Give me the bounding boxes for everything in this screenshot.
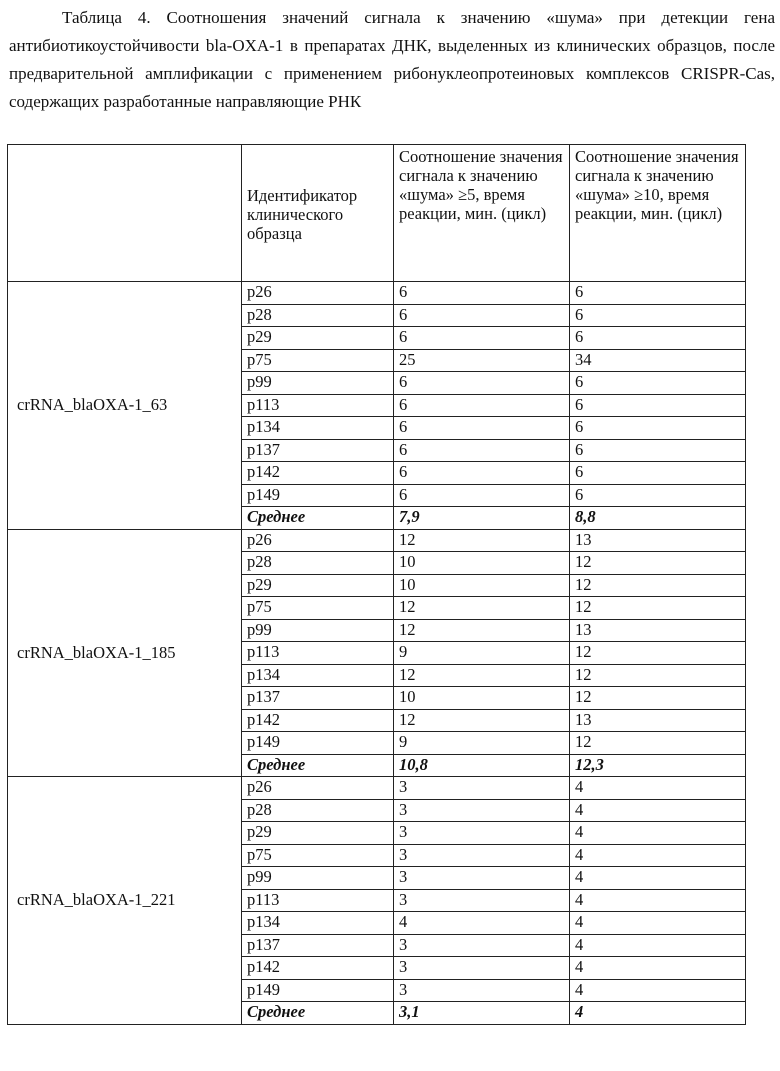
ratio-10-value: 6	[570, 282, 746, 305]
ratio-5-value: 10	[394, 687, 570, 710]
table-row	[8, 529, 746, 552]
sample-id: p142	[242, 709, 394, 732]
ratio-10-value: 4	[570, 867, 746, 890]
ratio-10-value: 6	[570, 394, 746, 417]
ratio-10-value: 4	[570, 822, 746, 845]
ratio-10-value: 4	[570, 844, 746, 867]
ratio-10-value: 13	[570, 709, 746, 732]
ratio-5-value: 3	[394, 799, 570, 822]
ratio-10-value: 6	[570, 439, 746, 462]
sample-id: p28	[242, 304, 394, 327]
sample-id: p113	[242, 642, 394, 665]
ratio-10-value: 12	[570, 552, 746, 575]
ratio-10-value: 34	[570, 349, 746, 372]
ratio-5-value: 6	[394, 484, 570, 507]
sample-id: p113	[242, 394, 394, 417]
ratio-5-value: 6	[394, 439, 570, 462]
ratio-10-value: 12	[570, 642, 746, 665]
sample-id: p75	[242, 597, 394, 620]
sample-id: p134	[242, 912, 394, 935]
mean-ratio-10: 12,3	[570, 754, 746, 777]
sample-id: p99	[242, 867, 394, 890]
ratio-10-value: 6	[570, 304, 746, 327]
ratio-5-value: 6	[394, 394, 570, 417]
header-cell-ratio-10: Соотношение значения сигнала к значению «шума» ≥10, время реакции, мин. (цикл)	[570, 145, 746, 282]
ratio-5-value: 10	[394, 552, 570, 575]
sample-id: p75	[242, 349, 394, 372]
guide-rna-name: crRNA_blaOXA-1_185	[8, 529, 242, 777]
ratio-10-value: 6	[570, 484, 746, 507]
sample-id: p137	[242, 439, 394, 462]
sample-id: p28	[242, 552, 394, 575]
sample-id: p29	[242, 574, 394, 597]
ratio-10-value: 4	[570, 889, 746, 912]
table-row	[8, 282, 746, 305]
mean-ratio-10: 4	[570, 1002, 746, 1025]
ratio-5-value: 6	[394, 372, 570, 395]
header-cell-ratio-5: Соотношение значения сигнала к значению «шума» ≥5, время реакции, мин. (цикл)	[394, 145, 570, 282]
guide-rna-name: crRNA_blaOXA-1_221	[8, 777, 242, 1025]
ratio-5-value: 3	[394, 822, 570, 845]
ratio-5-value: 25	[394, 349, 570, 372]
sample-id: p26	[242, 777, 394, 800]
sample-id: p142	[242, 957, 394, 980]
ratio-10-value: 4	[570, 777, 746, 800]
sample-id: p26	[242, 282, 394, 305]
ratio-5-value: 12	[394, 529, 570, 552]
ratio-5-value: 12	[394, 664, 570, 687]
caption-text: Таблица 4. Соотношения значений сигнала к значению «шума» при детекции гена антибиотикоустойчивости bla-OXA-1 в препаратах ДНК, выделенных из клинических образцов, после предварительной амплификации с применением рибонуклеопротеиновых комплексов CRISPR-Cas, содержащих разработанные направляющие РНК	[9, 4, 775, 116]
ratio-5-value: 12	[394, 619, 570, 642]
ratio-5-value: 4	[394, 912, 570, 935]
ratio-5-value: 6	[394, 327, 570, 350]
ratio-10-value: 12	[570, 687, 746, 710]
ratio-5-value: 3	[394, 777, 570, 800]
guide-rna-name: crRNA_blaOXA-1_63	[8, 282, 242, 530]
ratio-10-value: 4	[570, 912, 746, 935]
mean-label: Среднее	[242, 1002, 394, 1025]
ratio-10-value: 6	[570, 372, 746, 395]
ratio-5-value: 3	[394, 889, 570, 912]
sample-id: p28	[242, 799, 394, 822]
sample-id: p149	[242, 979, 394, 1002]
ratio-5-value: 3	[394, 934, 570, 957]
mean-ratio-5: 3,1	[394, 1002, 570, 1025]
sample-id: p142	[242, 462, 394, 485]
sample-id: p149	[242, 484, 394, 507]
ratio-5-value: 6	[394, 462, 570, 485]
ratio-5-value: 6	[394, 304, 570, 327]
ratio-5-value: 10	[394, 574, 570, 597]
ratio-5-value: 9	[394, 642, 570, 665]
ratio-10-value: 12	[570, 574, 746, 597]
ratio-10-value: 6	[570, 327, 746, 350]
mean-ratio-5: 7,9	[394, 507, 570, 530]
ratio-10-value: 4	[570, 957, 746, 980]
mean-ratio-5: 10,8	[394, 754, 570, 777]
sample-id: p137	[242, 934, 394, 957]
ratio-10-value: 12	[570, 664, 746, 687]
ratio-5-value: 6	[394, 417, 570, 440]
mean-label: Среднее	[242, 507, 394, 530]
ratio-5-value: 3	[394, 979, 570, 1002]
table-caption	[9, 4, 775, 116]
sample-id: p137	[242, 687, 394, 710]
ratio-10-value: 4	[570, 934, 746, 957]
sample-id: p75	[242, 844, 394, 867]
ratio-10-value: 4	[570, 799, 746, 822]
sample-id: p29	[242, 327, 394, 350]
ratio-10-value: 13	[570, 619, 746, 642]
sample-id: p99	[242, 372, 394, 395]
ratio-10-value: 13	[570, 529, 746, 552]
header-cell-empty	[8, 145, 242, 282]
sample-id: p149	[242, 732, 394, 755]
header-cell-sample-id: Идентификатор клинического образца	[242, 145, 394, 282]
ratio-10-value: 6	[570, 417, 746, 440]
ratio-10-value: 4	[570, 979, 746, 1002]
sample-id: p113	[242, 889, 394, 912]
sample-id: p134	[242, 664, 394, 687]
ratio-10-value: 6	[570, 462, 746, 485]
ratio-5-value: 9	[394, 732, 570, 755]
ratio-5-value: 12	[394, 709, 570, 732]
ratio-10-value: 12	[570, 597, 746, 620]
mean-ratio-10: 8,8	[570, 507, 746, 530]
header-row	[8, 145, 746, 282]
ratio-5-value: 6	[394, 282, 570, 305]
table-row	[8, 777, 746, 800]
sample-id: p99	[242, 619, 394, 642]
sample-id: p26	[242, 529, 394, 552]
ratio-5-value: 3	[394, 844, 570, 867]
ratio-10-value: 12	[570, 732, 746, 755]
sample-id: p29	[242, 822, 394, 845]
ratio-5-value: 12	[394, 597, 570, 620]
sample-id: p134	[242, 417, 394, 440]
results-table	[7, 144, 746, 1025]
ratio-5-value: 3	[394, 867, 570, 890]
ratio-5-value: 3	[394, 957, 570, 980]
mean-label: Среднее	[242, 754, 394, 777]
